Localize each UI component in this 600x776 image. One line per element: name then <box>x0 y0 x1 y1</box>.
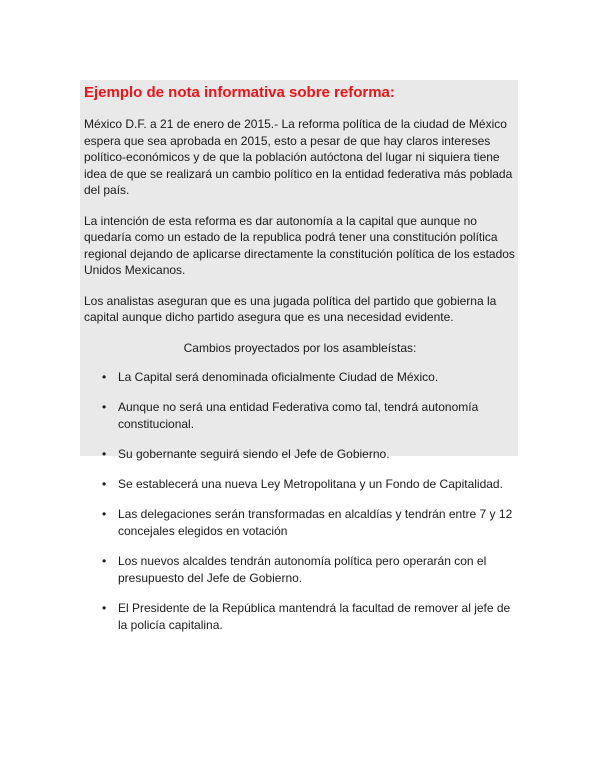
list-item-text: Aunque no será una entidad Federativa como tal, tendrá autonomía constitucional. <box>118 399 479 431</box>
list-item <box>84 399 516 433</box>
bullet-icon: • <box>102 600 107 615</box>
list-item-text: El Presidente de la República mantendrá la facultad de remover al jefe de la policía capitalina. <box>118 600 511 632</box>
list-item-text: La Capital será denominada oficialmente Ciudad de México. <box>118 369 439 384</box>
list-item <box>84 446 516 463</box>
list-item <box>84 476 516 493</box>
bullet-icon: • <box>102 446 107 461</box>
paragraph-intro: México D.F. a 21 de enero de 2015.- La reforma política de la ciudad de México espera que sea aprobada en 2015, esto a pesar de que hay claros intereses político-económicos y de que la población autóctona del lugar ni siquiera tiene idea de que se realizará un cambio político en la entidad federativa más poblada del país. <box>84 117 513 197</box>
list-item-text: Se establecerá una nueva Ley Metropolitana y un Fondo de Capitalidad. <box>118 476 503 491</box>
bullet-icon: • <box>102 369 107 384</box>
paragraph-analysts: Los analistas aseguran que es una jugada política del partido que gobierna la capital aunque dicho partido asegura que es una necesidad evidente. <box>84 293 497 324</box>
list-item-text: Su gobernante seguirá siendo el Jefe de Gobierno. <box>118 446 390 461</box>
list-item <box>84 506 516 540</box>
bullet-icon: • <box>102 506 107 521</box>
list-item-text: Las delegaciones serán transformadas en alcaldías y tendrán entre 7 y 12 concejales elegidos en votación <box>118 506 513 538</box>
bullet-icon: • <box>102 476 107 491</box>
page-title: Ejemplo de nota informativa sobre reforma: <box>84 84 395 101</box>
list-item <box>84 369 516 386</box>
changes-subtitle: Cambios proyectados por los asambleístas: <box>183 340 417 355</box>
paragraph-intention: La intención de esta reforma es dar autonomía a la capital que aunque no quedaría como un estado de la republica podrá tener una constitución política regional dejando de aplicarse directamente la constitución política de los estados Unidos Mexicanos. <box>84 213 515 277</box>
changes-list <box>84 369 516 634</box>
list-item <box>84 553 516 587</box>
list-item <box>84 600 516 634</box>
document-body <box>84 84 516 647</box>
list-item-text: Los nuevos alcaldes tendrán autonomía política pero operarán con el presupuesto del Jefe de Gobierno. <box>118 553 487 585</box>
bullet-icon: • <box>102 399 107 414</box>
bullet-icon: • <box>102 553 107 568</box>
